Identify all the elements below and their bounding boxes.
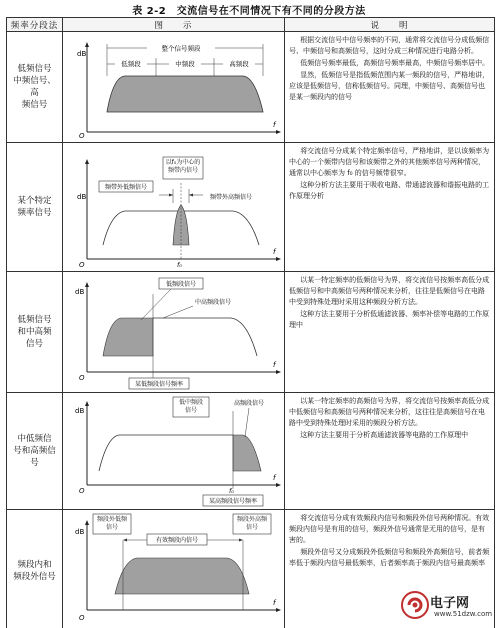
out-band-low-label: 频带外低频信号 [104, 184, 148, 191]
figure-cell [63, 143, 285, 272]
out-band-high-label: 频带外高频信号 [209, 194, 253, 201]
method-cell [7, 272, 63, 393]
method-cell [7, 143, 63, 272]
figure-cell [63, 272, 285, 393]
description-cell [285, 143, 495, 272]
description-paragraph: 这种方法主要用于分析高通滤波器等电路的工作原理中 [300, 431, 469, 439]
table-header-row [7, 18, 495, 32]
low-mid-band-label: 低中频段信号 [178, 399, 203, 414]
method-line: 低频信号 [17, 64, 52, 74]
segmentation-table [6, 17, 495, 628]
center-frequency-label: f₀ [177, 261, 182, 269]
method-line: 中频信号、高 [13, 76, 56, 98]
description-paragraph: 以某一特定频率的低频信号为界，将交流信号按频率高低分成低频信号和中高频信号两种情况来分析，往往是低频信号在电路中受到特殊处理时采用这种频段分析方法。 [289, 276, 490, 306]
description-paragraph: 将交流信号分成某个特定频率信号，严格地讲，是以该频率为中心的一个频带内信号和该频带之外的其他频率信号两种情况，通常以中心频率为 f₀ 的信号频带很窄。 [289, 147, 490, 177]
description-paragraph: 低频信号频率最低，高频信号频率最高，中频信号频率居中。 [300, 59, 490, 67]
table-row [7, 272, 495, 393]
description-cell [285, 393, 495, 510]
split-frequency-symbol: f₀ [229, 487, 234, 495]
method-line: 号和高频信 [13, 446, 56, 456]
figure-cell [63, 510, 285, 628]
origin-label: O [79, 374, 85, 382]
band-label: 中频段 [175, 60, 195, 68]
method-line: 中低频信 [17, 434, 52, 444]
description-paragraph: 这种方法主要用于分析低通滤波器、频率补偿等电路的工作原理中 [289, 310, 490, 329]
split-frequency-label: 某低频段信号频率 [134, 381, 184, 388]
method-line: 号 [30, 458, 39, 468]
method-cell [7, 32, 63, 143]
x-axis-label: f [273, 474, 276, 482]
table-row [7, 32, 495, 143]
figure-cell [63, 393, 285, 510]
low-band-label: 低频段信号 [165, 281, 197, 288]
band-label: 整个信号频段 [161, 44, 201, 53]
center-band-label: 以f₀为中心的频带内信号 [165, 159, 201, 174]
band-label: 低频段 [121, 60, 141, 68]
description-paragraph: 以某一特定频率的高频信号为界，将交流信号按频率高低分成中低频信号和高频信号两种情况来分析，这往往是高频信号在电路中受到特殊处理时采用的频段分析方法。 [289, 397, 490, 427]
method-cell [7, 393, 63, 510]
y-axis-label: dB [77, 50, 87, 58]
split-frequency-label: 某高频段信号频率 [208, 498, 258, 505]
method-line: 某个特定 [17, 196, 52, 206]
band-label: 高频段 [229, 60, 249, 68]
center-band-figure [63, 143, 285, 271]
mid-high-band-label: 中高频段信号 [194, 299, 232, 306]
y-axis-label: dB [75, 288, 85, 296]
method-line: 和中高频 [17, 327, 52, 337]
y-axis-label: dB [75, 528, 85, 536]
header-description: 说 明 [285, 18, 495, 32]
in-band-label: 有效频段内信号 [155, 537, 199, 544]
header-figure: 图 示 [63, 18, 285, 32]
low-split-figure [63, 272, 285, 392]
description-cell [285, 272, 495, 393]
description-cell [285, 32, 495, 143]
high-band-label: 高频段信号 [233, 400, 265, 407]
watermark-url: www.51dzw.com [434, 610, 493, 618]
site-logo-icon [400, 590, 430, 620]
figure-cell [63, 32, 285, 143]
method-line: 低频信号 [17, 315, 52, 325]
description-paragraph: 显然，低频信号是指低频范围内某一频段的信号，严格地讲，应该是低频信号，信称低频信号。同理，中频信号、高频信号也是某一频段内的信号 [289, 71, 490, 101]
table-title: 表 2-2 交流信号在不同情况下有不同的分段方法 [132, 6, 366, 17]
origin-label: O [79, 487, 85, 495]
origin-label: O [79, 132, 85, 140]
description-paragraph: 这种分析方法主要用于吸收电路、带通滤波器和谐振电路的工作原理分析 [289, 181, 490, 200]
three-band-figure [63, 32, 285, 142]
method-line: 频信号 [21, 100, 48, 110]
y-axis-label: dB [77, 193, 87, 201]
method-line: 信号 [25, 339, 43, 349]
method-line: 频段内和 [17, 560, 52, 570]
in-out-band-figure [63, 510, 285, 628]
high-split-figure [63, 393, 285, 509]
out-band-low-label: 频段外低频信号 [97, 516, 128, 531]
method-line: 频率信号 [17, 208, 52, 218]
origin-label: O [79, 614, 85, 622]
method-cell [7, 510, 63, 628]
watermark-text: 电子网 [430, 596, 470, 611]
description-paragraph: 频段外信号又分成频段外低频信号和频段外高频信号，前者频率低于频段内信号最低频率，后者频率高于频段内信号最高频率 [289, 548, 490, 567]
table-row [7, 393, 495, 510]
out-band-high-label: 频段外高频信号 [237, 516, 268, 531]
header-method: 频率分段法 [7, 18, 63, 32]
description-paragraph: 将交流信号分成有效频段内信号和频段外信号两种情况。有效频段内信号是有用的信号，频段外信号通常是无用的信号，是有害的。 [289, 514, 490, 544]
table-row [7, 143, 495, 272]
x-axis-label: f [273, 121, 276, 129]
x-axis-label: f [273, 599, 276, 607]
method-line: 频段外信号 [13, 572, 56, 582]
x-axis-label: f [273, 248, 276, 256]
y-axis-label: dB [75, 407, 85, 415]
origin-label: O [79, 261, 85, 269]
description-paragraph: 根据交流信号中信号频率的不同，通常将交流信号分成低频信号、中频信号和高频信号，这时分成三种情况进行电路分析。 [289, 36, 490, 55]
x-axis-label: f [273, 361, 276, 369]
watermark [400, 588, 493, 622]
